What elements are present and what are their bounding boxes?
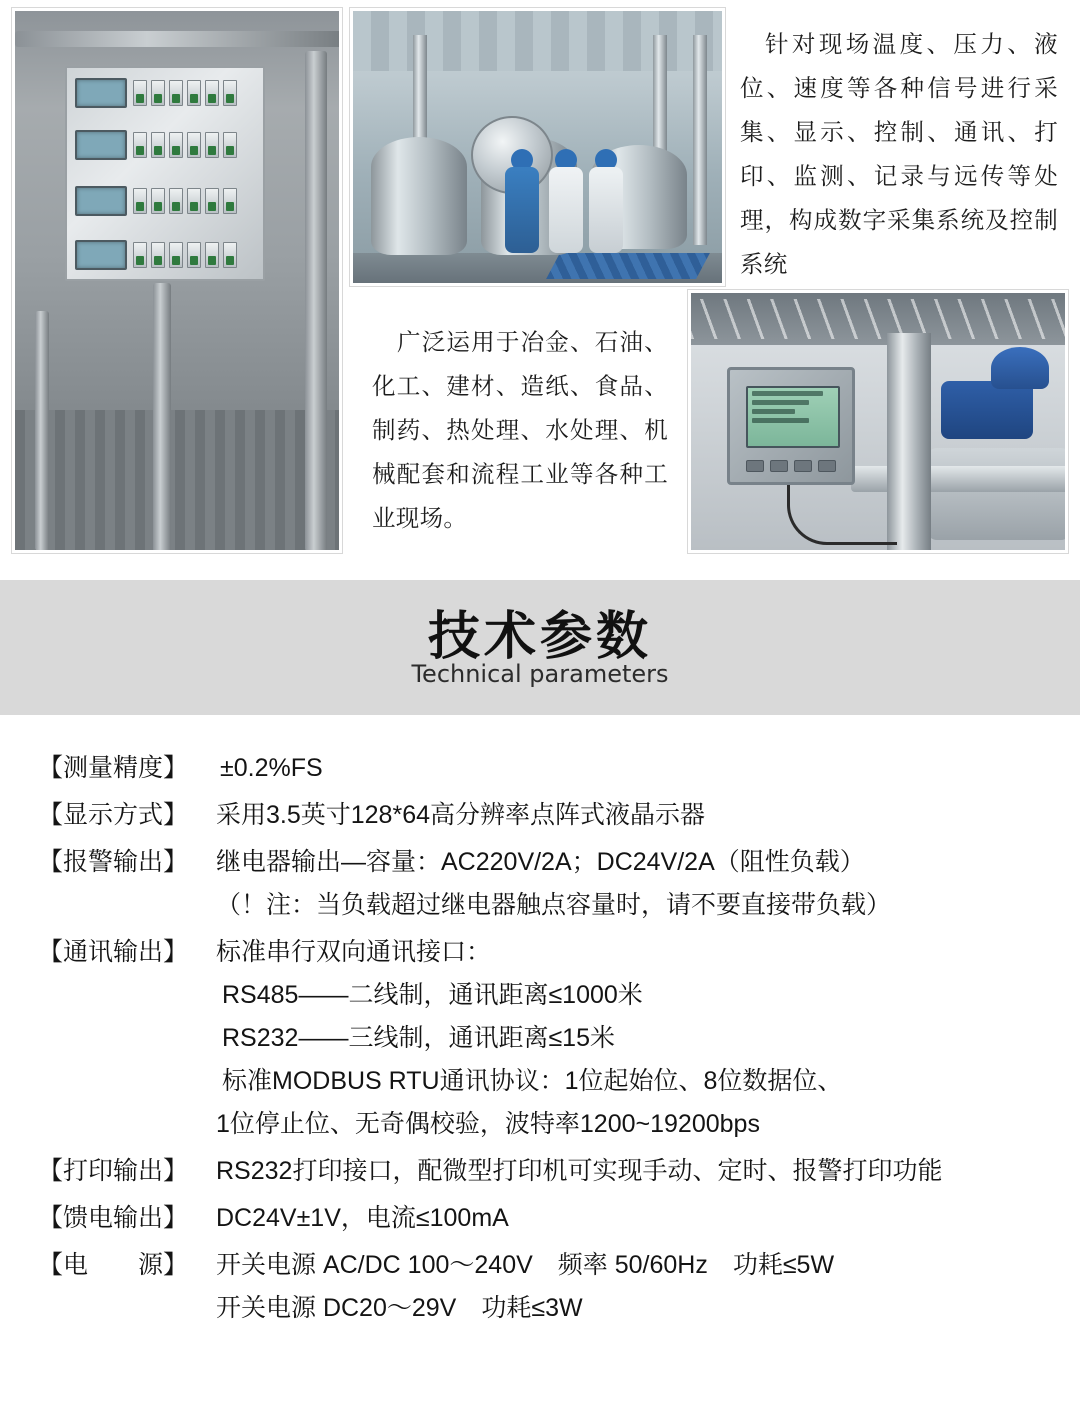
panel-button <box>205 80 219 106</box>
control-cabinet-photo <box>12 8 342 553</box>
collage-paragraph-signals: 针对现场温度、压力、液位、速度等各种信号进行采集、显示、控制、通讯、打印、监测、记录与远传等处理，构成数字采集系统及控制系统 <box>740 31 1058 277</box>
spec-values <box>216 747 1046 790</box>
panel-button <box>151 80 165 106</box>
lcd-display-icon <box>746 386 840 448</box>
floor-mat <box>546 253 710 279</box>
panel-button <box>205 188 219 214</box>
food-plant-workers-photo <box>350 8 725 286</box>
section-title-en: Technical parameters <box>411 660 669 688</box>
panel-button <box>133 132 147 158</box>
pipe-decor <box>693 35 707 245</box>
keypad-key <box>746 460 764 472</box>
spec-value-line: DC24V±1V，电流≤100mA <box>216 1204 509 1232</box>
keypad-key <box>818 460 836 472</box>
pipe-decor <box>15 31 342 47</box>
steel-tank <box>371 137 467 255</box>
button-group <box>133 188 237 214</box>
panel-button <box>133 242 147 268</box>
spec-values <box>216 1244 1046 1330</box>
panel-button <box>187 80 201 106</box>
spec-values <box>216 1197 1046 1240</box>
transmitter-enclosure <box>727 367 855 485</box>
spec-values <box>216 841 1046 927</box>
roof-decor <box>691 293 1065 345</box>
instrument-panel <box>65 66 265 281</box>
lcd-text-line <box>752 409 795 414</box>
lcd-display-icon <box>75 240 127 270</box>
blue-valve-handle <box>991 347 1049 389</box>
spec-value-line: 开关电源 AC/DC 100～240V 频率 50/60Hz 功耗≤5W <box>216 1251 835 1279</box>
lcd-text-line <box>752 418 809 423</box>
spec-label: 【电 源】 <box>38 1251 189 1279</box>
keypad <box>746 460 836 472</box>
spec-label: 【打印输出】 <box>38 1157 189 1185</box>
spec-label: 【通讯输出】 <box>38 938 189 966</box>
panel-button <box>223 188 237 214</box>
section-title-cn: 技术参数 <box>427 608 652 666</box>
spec-values <box>216 1150 1046 1193</box>
lcd-display-icon <box>75 130 127 160</box>
panel-button <box>187 242 201 268</box>
spec-row-print-output <box>38 1150 1046 1193</box>
spec-row-display <box>38 794 1046 837</box>
panel-button <box>223 242 237 268</box>
panel-row <box>75 124 259 166</box>
worker-body <box>549 167 583 253</box>
panel-button <box>169 132 183 158</box>
spec-value-line: 采用3.5英寸128*64高分辨率点阵式液晶示器 <box>216 801 706 829</box>
keypad-key <box>794 460 812 472</box>
spec-row-alarm-output <box>38 841 1046 927</box>
pipe-decor <box>153 283 171 553</box>
spec-value-line: （！注：当负载超过继电器触点容量时，请不要直接带负载） <box>216 891 892 919</box>
panel-button <box>205 242 219 268</box>
spec-value-line: 开关电源 DC20～29V 功耗≤3W <box>216 1294 583 1322</box>
spec-label: 【报警输出】 <box>38 848 189 876</box>
panel-button <box>169 242 183 268</box>
button-group <box>133 132 237 158</box>
spec-value-line: RS232——三线制，通讯距离≤15米 <box>222 1024 615 1052</box>
worker-figure <box>589 149 623 253</box>
panel-button <box>133 80 147 106</box>
photo-collage <box>0 0 1080 580</box>
panel-button <box>133 188 147 214</box>
technical-parameters-list <box>0 715 1080 1330</box>
section-banner <box>0 580 1080 715</box>
pipe-decor <box>305 51 327 551</box>
spec-label: 【测量精度】 <box>38 754 189 782</box>
spec-value-line: ±0.2%FS <box>220 754 323 782</box>
lcd-text-line <box>752 391 823 396</box>
panel-button <box>187 132 201 158</box>
spec-value-line: 1位停止位、无奇偶校验，波特率1200~19200bps <box>216 1110 760 1138</box>
spec-row-accuracy <box>38 747 1046 790</box>
truss-decor <box>691 299 1065 339</box>
spec-label: 【馈电输出】 <box>38 1204 189 1232</box>
panel-row <box>75 180 259 222</box>
panel-button <box>169 80 183 106</box>
pipe-decor <box>35 311 49 551</box>
panel-button <box>223 80 237 106</box>
panel-button <box>151 132 165 158</box>
worker-body <box>505 167 539 253</box>
spec-value-line: 继电器输出—容量：AC220V/2A；DC24V/2A（阻性负载） <box>216 848 865 876</box>
spec-value-line: 标准串行双向通讯接口： <box>216 938 492 966</box>
spec-values <box>216 931 1046 1146</box>
panel-button <box>169 188 183 214</box>
spec-value-line: 标准MODBUS RTU通讯协议：1位起始位、8位数据位、 <box>222 1067 843 1095</box>
spec-value-line: RS485——二线制，通讯距离≤1000米 <box>222 981 643 1009</box>
panel-row <box>75 234 259 276</box>
panel-button <box>205 132 219 158</box>
panel-button <box>151 242 165 268</box>
panel-button <box>151 188 165 214</box>
cable-decor <box>787 485 897 545</box>
collage-paragraph-applications: 广泛运用于冶金、石油、化工、建材、造纸、食品、制药、热处理、水处理、机械配套和流程工业等各种工业现场。 <box>372 329 668 531</box>
spec-row-power-supply <box>38 1244 1046 1330</box>
button-group <box>133 80 237 106</box>
spec-row-power-feed-output <box>38 1197 1046 1240</box>
spec-value-line: RS232打印接口，配微型打印机可实现手动、定时、报警打印功能 <box>216 1157 943 1185</box>
keypad-key <box>770 460 788 472</box>
duct-decor <box>927 448 1068 540</box>
factory-floor <box>15 410 339 550</box>
spec-label: 【显示方式】 <box>38 801 189 829</box>
button-group <box>133 242 237 268</box>
panel-row <box>75 72 259 114</box>
field-transmitter-photo <box>688 290 1068 553</box>
worker-body <box>589 167 623 253</box>
panel-button <box>187 188 201 214</box>
spec-row-communication-output <box>38 931 1046 1146</box>
worker-figure <box>505 149 539 253</box>
lcd-display-icon <box>75 78 127 108</box>
panel-button <box>223 132 237 158</box>
lcd-display-icon <box>75 186 127 216</box>
lcd-text-line <box>752 400 809 405</box>
spec-values <box>216 794 1046 837</box>
worker-figure <box>549 149 583 253</box>
blue-valve <box>941 381 1033 439</box>
